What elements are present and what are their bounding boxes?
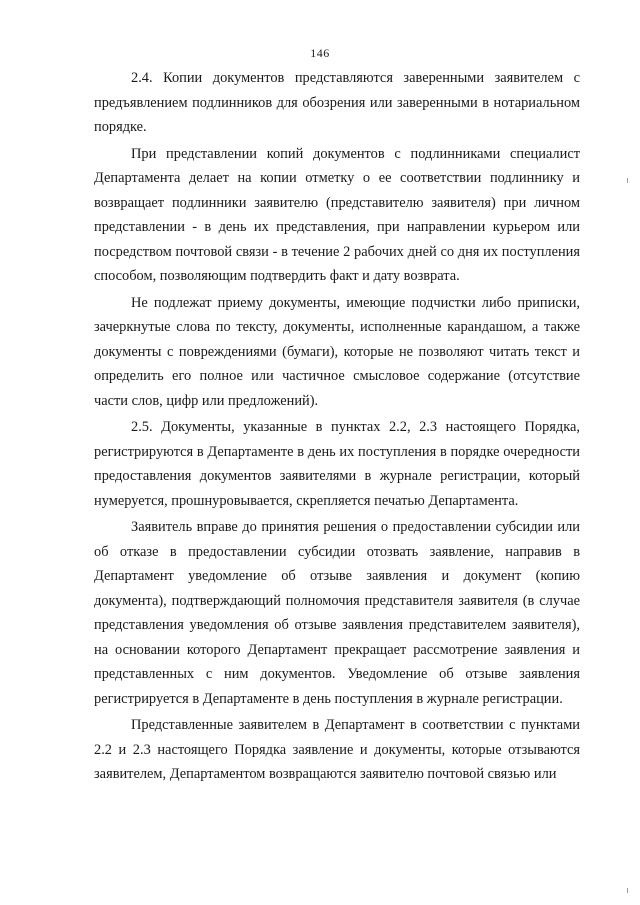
- paragraph-copies-return: При представлении копий документов с подлинниками специалист Департамента делает на копии отметку о ее соответствии подлиннику и возвращает подлинники заявителю (представителю заявителя) при личном представлении - в день их представления, при направлении курьером или посредством почтовой связи - в течение 2 рабочих дней со дня их поступления способом, позволяющим подтвердить факт и дату возврата.: [94, 145, 580, 284]
- paragraph-rejection-conditions: Не подлежат приему документы, имеющие подчистки либо приписки, зачеркнутые слова по тексту, документы, исполненные карандашом, а также документы с повреждениями (бумаги), которые не позволяют читать текст и определить его полное или частичное смысловое содержание (отсутствие части слов, цифр или предложений).: [94, 294, 580, 409]
- paragraph-returned-documents: Представленные заявителем в Департамент в соответствии с пунктами 2.2 и 2.3 настоящего Порядка заявление и документы, которые отзываются заявителем, Департаментом возвращаются заявителю почтовой связью или: [94, 717, 580, 782]
- document-body: [94, 66, 580, 789]
- paragraph-2-4: 2.4. Копии документов представляются заверенными заявителем с предъявлением подлинников для обозрения или заверенными в нотариальном порядке.: [94, 70, 580, 135]
- paragraph-withdrawal: Заявитель вправе до принятия решения о предоставлении субсидии или об отказе в предоставлении субсидии отозвать заявление, направив в Департамент уведомление об отзыве заявления и документ (копию документа), подтверждающий полномочия представителя заявителя (в случае представления уведомления об отзыве заявления представителем заявителя), на основании которого Департамент прекращает рассмотрение заявления и представленных с ним документов. Уведомление об отзыве заявления регистрируется в Департаменте в день поступления в журнале регистрации.: [94, 519, 580, 707]
- page-number: 146: [310, 46, 330, 60]
- scan-edge-mark: [627, 888, 628, 893]
- scan-edge-mark: [627, 178, 628, 183]
- paragraph-2-5: 2.5. Документы, указанные в пунктах 2.2, 2.3 настоящего Порядка, регистрируются в Департаменте в день их поступления в порядке очередности предоставления документов заявителями в журнале регистрации, который нумеруется, прошнуровывается, скрепляется печатью Департамента.: [94, 419, 580, 509]
